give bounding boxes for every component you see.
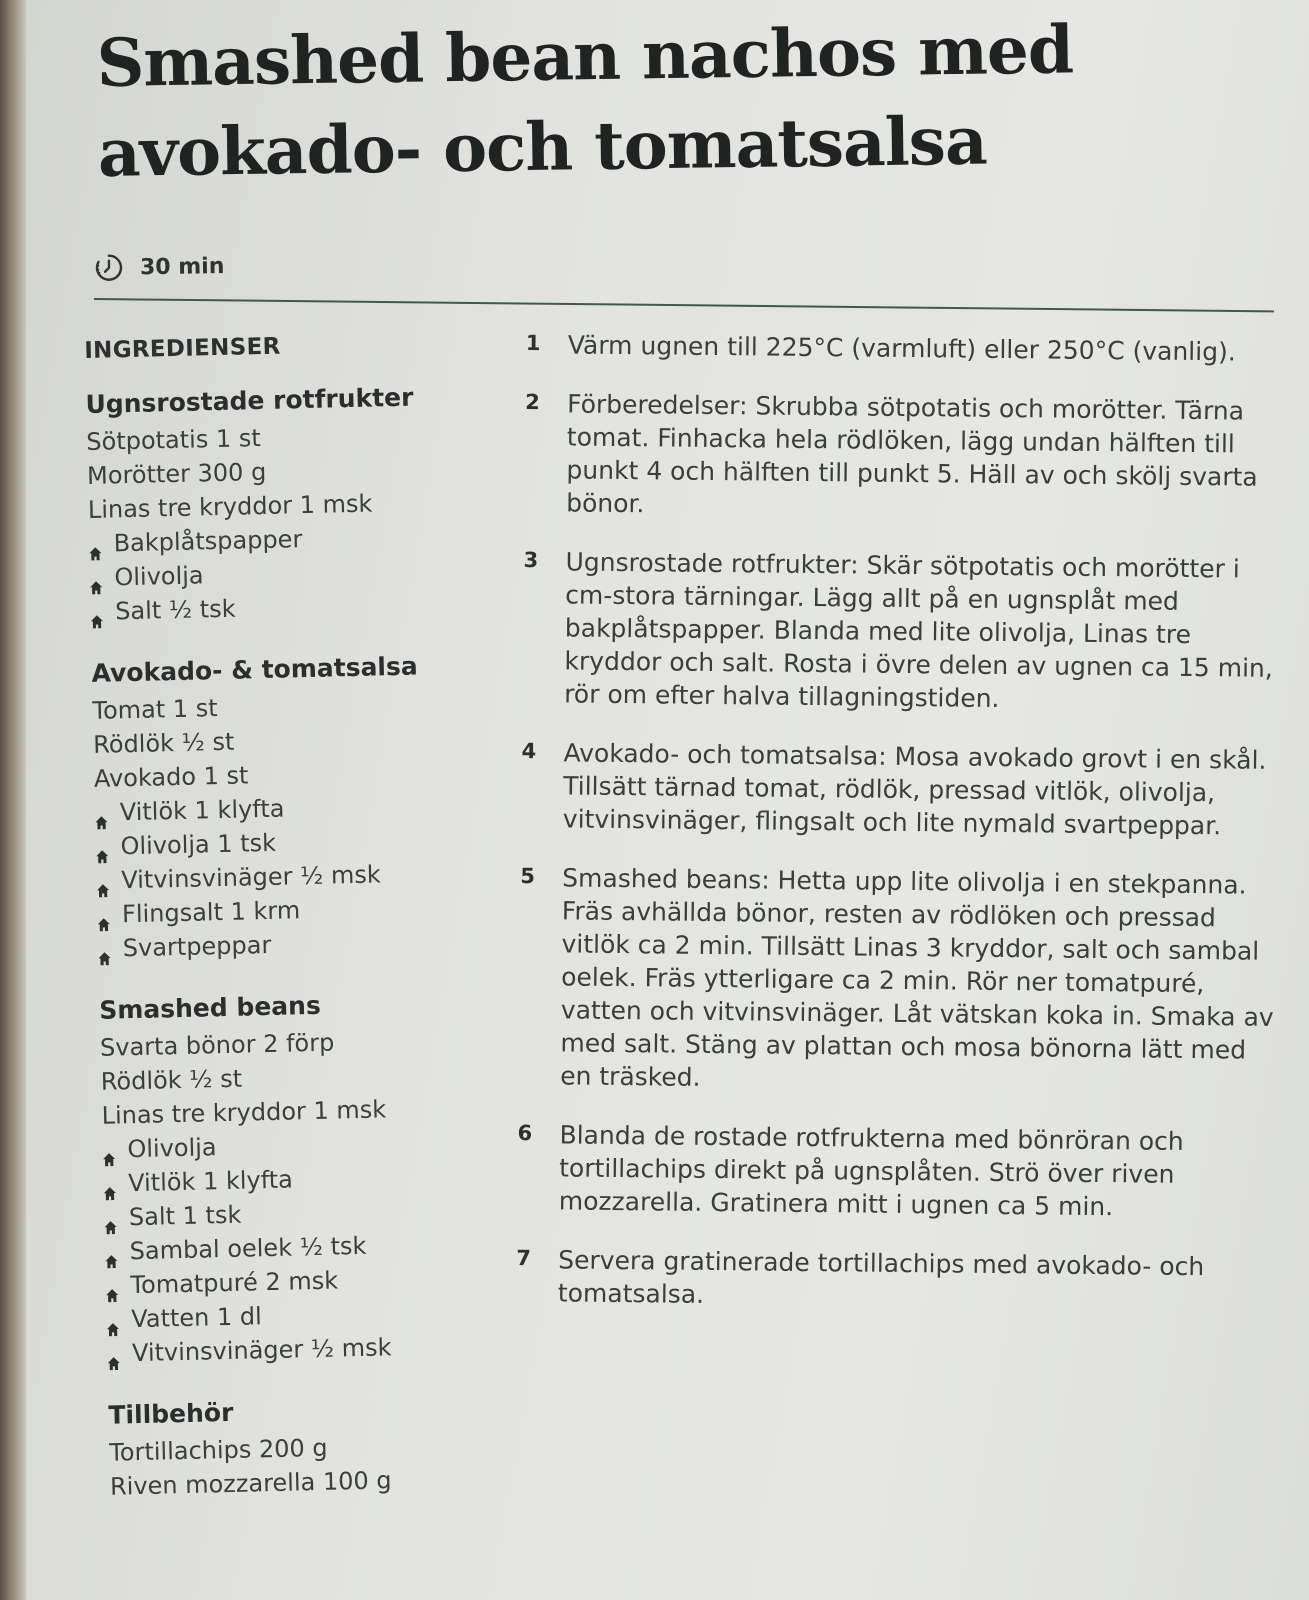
ingredient-text: Olivolja: [127, 1133, 217, 1164]
house-icon: [97, 907, 110, 922]
ingredient-text: Linas tre kryddor 1 msk: [101, 1095, 387, 1130]
ingredients-column: [84, 329, 511, 1534]
instruction-step: [522, 545, 1284, 718]
step-text: Förberedelser: Skrubba sötpotatis och morötter. Tärna tomat. Finhacka hela rödlöken, lägg undan hälften till punkt 4 och hälften till punkt 5. Häll av och skölj svarta bönor.: [566, 389, 1258, 519]
step-text: Blanda de rostade rotfrukterna med bönröran och tortillachips direkt på ugnsplåten. Strö över riven mozzarella. Gratinera mitt i ugnen ca 5 min.: [558, 1120, 1184, 1222]
ingredient-text: Vitlök 1 klyfta: [127, 1165, 294, 1198]
ingredient-text: Svarta bönor 2 förp: [99, 1028, 335, 1062]
step-number: 6: [517, 1120, 533, 1146]
ingredient-text: Salt 1 tsk: [128, 1200, 242, 1232]
title-divider: [94, 298, 1274, 312]
step-text: Ugnsrostade rotfrukter: Skär sötpotatis och morötter i cm-stora tärningar. Lägg allt på en ugnsplåt med bakplåtspapper. Blanda med lite olivolja, Linas tre kryddor och salt. Rosta i övre delen av ugnen ca 15 min, rör om efter halva tillagningstiden.: [564, 547, 1273, 713]
timer-icon: [94, 252, 124, 282]
house-icon: [89, 570, 102, 585]
ingredient-text: Tomatpuré 2 msk: [130, 1266, 339, 1300]
recipe-title: Smashed bean nachos med avokado- och tomatsalsa: [96, 10, 1074, 192]
ingredient-text: Vitvinsvinäger ½ msk: [120, 860, 382, 895]
ingredient-group-title: Avokado- & tomatsalsa: [91, 651, 419, 688]
ingredient-text: Olivolja: [114, 561, 204, 592]
house-icon: [106, 1312, 119, 1327]
ingredient-list: [92, 685, 498, 966]
ingredient-text: Vitvinsvinäger ½ msk: [131, 1333, 392, 1368]
house-icon: [105, 1278, 118, 1293]
ingredient-list: [100, 1022, 508, 1371]
step-number: 3: [523, 547, 539, 573]
house-icon: [96, 873, 109, 888]
ingredient-group-title: Tillbehör: [108, 1397, 234, 1430]
step-text: Värm ugnen till 225°C (varmluft) eller 250°C (vanlig).: [567, 330, 1236, 367]
step-text: Servera gratinerade tortillachips med avokado- och tomatsalsa.: [557, 1245, 1205, 1309]
house-icon: [95, 839, 108, 854]
step-text: Smashed beans: Hetta upp lite olivolja i en stekpanna. Fräs avhällda bönor, resten av rödlöken och pressad vitlök ca 2 min. Tillsätt Linas 3 kryddor, salt och sambal oelek. Fräs ytterligare ca 2 min. Rör ner tomatpuré, vatten och vitvinsvinäger. Låt vätskan koka in. Smaka av med salt. Stäng av plattan och mosa bönorna lätt med en träsked.: [560, 863, 1274, 1092]
ingredient-group-title: Ugnsrostade rotfrukter: [85, 382, 414, 419]
ingredient-text: Flingsalt 1 krm: [121, 896, 301, 929]
ingredient-text: Linas tre kryddor 1 msk: [87, 489, 373, 524]
ingredient-text: Vatten 1 dl: [130, 1302, 263, 1334]
cooking-time: [94, 251, 225, 283]
recipe-page: [26, 0, 1309, 1600]
ingredient-text: Tortillachips 200 g: [108, 1433, 328, 1467]
ingredients-heading: INGREDIENSER: [84, 333, 281, 364]
ingredient-group: [85, 381, 490, 629]
step-text: Avokado- och tomatsalsa: Mosa avokado grovt i en skål. Tillsätt tärnad tomat, rödlök, pressad vitlök, olivolja, vitvinsvinäger, flingsalt och lite nymald svartpeppar.: [562, 738, 1267, 841]
house-icon: [103, 1176, 116, 1191]
ingredient-group: [99, 987, 507, 1371]
step-number: 7: [516, 1245, 532, 1271]
house-icon: [89, 536, 102, 551]
instruction-step: [524, 387, 1285, 527]
step-number: 5: [520, 863, 536, 889]
step-number: 2: [525, 389, 540, 415]
instruction-step: [521, 736, 1282, 843]
step-number: 1: [525, 330, 541, 356]
ingredient-text: Salt ½ tsk: [114, 594, 236, 626]
ingredient-text: Sötpotatis 1 st: [86, 424, 262, 456]
ingredient-text: Vitlök 1 klyfta: [119, 794, 285, 827]
step-number: 4: [521, 738, 537, 764]
house-icon: [95, 805, 108, 820]
ingredient-group: [91, 650, 498, 966]
ingredient-text: Rödlök ½ st: [100, 1064, 243, 1096]
ingredient-list: [86, 416, 491, 629]
ingredient-text: Riven mozzarella 100 g: [109, 1466, 392, 1501]
ingredient-text: Bakplåtspapper: [113, 525, 303, 558]
time-label: 30 min: [139, 253, 225, 280]
ingredient-text: Svartpeppar: [122, 930, 272, 963]
house-icon: [104, 1210, 117, 1225]
ingredient-group-title: Smashed beans: [98, 990, 322, 1025]
ingredient-text: Morötter 300 g: [86, 457, 267, 490]
ingredient-text: Avokado 1 st: [93, 761, 249, 793]
ingredient-text: Olivolja 1 tsk: [120, 828, 277, 861]
book-spine-edge: [0, 0, 26, 1600]
instructions-column: [515, 328, 1286, 1343]
ingredient-text: Tomat 1 st: [92, 694, 218, 725]
ingredient-list: [109, 1427, 510, 1504]
instruction-step: [517, 1118, 1278, 1225]
instruction-step: [518, 861, 1280, 1100]
ingredient-groups: [85, 381, 510, 1504]
ingredient-text: Sambal oelek ½ tsk: [129, 1231, 367, 1266]
instruction-step: [526, 328, 1286, 369]
house-icon: [105, 1244, 118, 1259]
instruction-steps: [516, 328, 1286, 1317]
instruction-step: [516, 1243, 1277, 1317]
house-icon: [107, 1346, 120, 1361]
ingredient-text: Rödlök ½ st: [92, 727, 235, 759]
house-icon: [90, 604, 103, 619]
house-icon: [102, 1142, 115, 1157]
house-icon: [98, 941, 111, 956]
ingredient-group: [108, 1392, 510, 1504]
